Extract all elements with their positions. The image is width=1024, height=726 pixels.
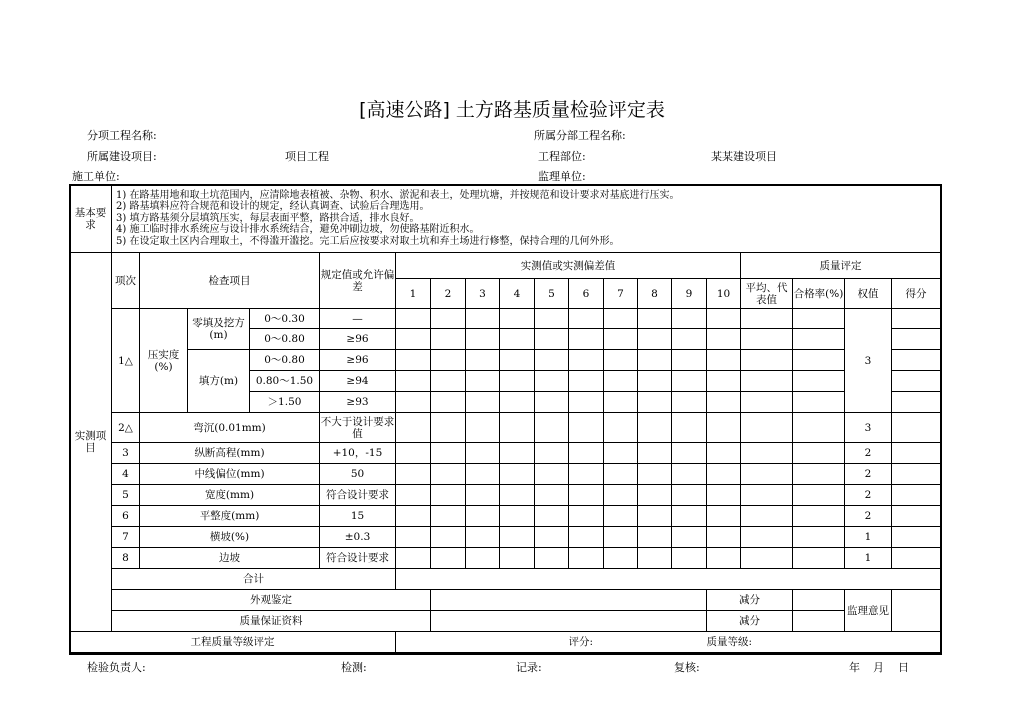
- measured-cell[interactable]: [500, 309, 535, 329]
- total-label: 合计: [112, 569, 396, 590]
- header-col-9: 9: [672, 279, 707, 309]
- measured-cell[interactable]: [431, 527, 466, 548]
- measured-cell[interactable]: [466, 527, 500, 548]
- item-no: 7: [112, 527, 140, 548]
- item-no: 8: [112, 548, 140, 569]
- weight-cell: 2: [845, 485, 892, 506]
- measured-cell[interactable]: [569, 485, 604, 506]
- measured-cell[interactable]: [466, 309, 500, 329]
- measured-cell[interactable]: [672, 309, 707, 329]
- pass-rate-cell[interactable]: [793, 329, 845, 350]
- measured-cell[interactable]: [431, 309, 466, 329]
- measured-cell[interactable]: [500, 506, 535, 527]
- avg-cell[interactable]: [741, 392, 793, 413]
- measured-cell[interactable]: [396, 413, 431, 443]
- item-no: 1△: [112, 309, 140, 413]
- measured-cell[interactable]: [604, 392, 638, 413]
- requirement-item: 5) 在设定取土区内合理取土，不得滥开滥挖。完工后应按要求对取土坑和弃土场进行修整，保持合理的几何外形。: [116, 235, 620, 247]
- weight-cell: 2: [845, 506, 892, 527]
- measured-cell[interactable]: [535, 464, 569, 485]
- measured-cell[interactable]: [500, 329, 535, 350]
- measured-cell[interactable]: [638, 350, 672, 371]
- header-col-7: 7: [604, 279, 638, 309]
- pass-rate-cell[interactable]: [793, 443, 845, 464]
- avg-cell[interactable]: [741, 464, 793, 485]
- item-spec: 符合设计要求: [320, 548, 396, 569]
- item-name: 宽度(mm): [140, 485, 320, 506]
- measured-cell[interactable]: [535, 527, 569, 548]
- grade-row: [70, 632, 941, 653]
- measured-cell[interactable]: [431, 350, 466, 371]
- item-no: 5: [112, 485, 140, 506]
- header-check-item: 检查项目: [140, 253, 320, 309]
- measured-cell[interactable]: [707, 548, 741, 569]
- measured-cell[interactable]: [396, 350, 431, 371]
- item-spec: 50: [320, 464, 396, 485]
- compaction-label: 压实度(%): [140, 309, 188, 413]
- header-pass-rate: 合格率(%): [793, 279, 845, 309]
- year-label: 年: [849, 661, 860, 674]
- table-row: [70, 443, 941, 464]
- measured-cell[interactable]: [707, 350, 741, 371]
- measured-cell[interactable]: [466, 392, 500, 413]
- measured-items-label: 实测项目: [70, 253, 112, 632]
- measured-cell[interactable]: [466, 464, 500, 485]
- avg-cell[interactable]: [741, 485, 793, 506]
- inspection-table: [69, 184, 941, 653]
- measured-cell[interactable]: [500, 464, 535, 485]
- compaction-spec: ≥96: [320, 329, 396, 350]
- measured-cell[interactable]: [500, 443, 535, 464]
- score-cell[interactable]: [892, 548, 941, 569]
- measured-cell[interactable]: [466, 485, 500, 506]
- measured-cell[interactable]: [672, 392, 707, 413]
- measured-cell[interactable]: [535, 443, 569, 464]
- item-spec: 符合设计要求: [320, 485, 396, 506]
- measured-cell[interactable]: [638, 548, 672, 569]
- avg-cell[interactable]: [741, 443, 793, 464]
- measured-cell[interactable]: [672, 371, 707, 392]
- tester-label: 检测:: [341, 661, 367, 674]
- measured-cell[interactable]: [466, 350, 500, 371]
- table-row: [70, 506, 941, 527]
- contractor-label: 施工单位:: [72, 170, 120, 183]
- header-measured: 实测值或实测偏差值: [396, 253, 741, 279]
- compaction-spec: ≥94: [320, 371, 396, 392]
- construction-project-value: 项目工程: [285, 150, 329, 163]
- compaction-spec: ≥96: [320, 350, 396, 371]
- measured-cell[interactable]: [396, 443, 431, 464]
- measured-cell[interactable]: [672, 527, 707, 548]
- measured-cell[interactable]: [535, 506, 569, 527]
- measured-cell[interactable]: [707, 443, 741, 464]
- requirement-item: 1) 在路基用地和取土坑范围内，应清除地表植被、杂物、积水、淤泥和表土，处理坑塘，并按规范和设计要求对基底进行压实。: [116, 189, 680, 201]
- measured-cell[interactable]: [569, 464, 604, 485]
- measured-cell[interactable]: [604, 413, 638, 443]
- item-name: 纵断高程(mm): [140, 443, 320, 464]
- requirement-item: 4) 施工临时排水系统应与设计排水系统结合，避免冲刷边坡，勿使路基附近积水。: [116, 224, 480, 236]
- measured-cell[interactable]: [396, 506, 431, 527]
- measured-cell[interactable]: [396, 548, 431, 569]
- measured-cell[interactable]: [466, 506, 500, 527]
- measured-cell[interactable]: [431, 329, 466, 350]
- avg-cell[interactable]: [741, 371, 793, 392]
- measured-cell[interactable]: [707, 329, 741, 350]
- appearance-deduct-label: 减分: [707, 590, 793, 611]
- measured-cell[interactable]: [535, 485, 569, 506]
- measured-cell[interactable]: [466, 371, 500, 392]
- weight-cell: 1: [845, 548, 892, 569]
- measured-cell[interactable]: [569, 309, 604, 329]
- item-spec: 15: [320, 506, 396, 527]
- item-no: 6: [112, 506, 140, 527]
- avg-cell[interactable]: [741, 506, 793, 527]
- measured-cell[interactable]: [638, 527, 672, 548]
- compaction-group-cut: 零填及挖方(m): [188, 309, 250, 350]
- measured-cell[interactable]: [396, 371, 431, 392]
- measured-cell[interactable]: [535, 350, 569, 371]
- measured-cell[interactable]: [396, 309, 431, 329]
- measured-cell[interactable]: [535, 548, 569, 569]
- measured-cell[interactable]: [431, 485, 466, 506]
- pass-rate-cell[interactable]: [793, 371, 845, 392]
- appearance-row: [70, 590, 941, 611]
- table-row: [70, 464, 941, 485]
- measured-cell[interactable]: [638, 392, 672, 413]
- pass-rate-cell[interactable]: [793, 309, 845, 329]
- supervisor-unit-label: 监理单位:: [538, 170, 586, 183]
- quality-docs-row: [70, 611, 941, 632]
- header-spec: 规定值或允许偏差: [320, 253, 396, 309]
- measured-cell[interactable]: [638, 329, 672, 350]
- measured-cell[interactable]: [431, 392, 466, 413]
- item-spec: ±0.3: [320, 527, 396, 548]
- measured-cell[interactable]: [707, 464, 741, 485]
- avg-cell[interactable]: [741, 413, 793, 443]
- measured-cell[interactable]: [431, 464, 466, 485]
- quality-docs-deduct-value[interactable]: [793, 611, 845, 632]
- pass-rate-cell[interactable]: [793, 350, 845, 371]
- appearance-deduct-value[interactable]: [793, 590, 845, 611]
- weight-cell: 2: [845, 443, 892, 464]
- measured-cell[interactable]: [672, 485, 707, 506]
- measured-cell[interactable]: [707, 413, 741, 443]
- measured-cell[interactable]: [672, 464, 707, 485]
- header-item-no: 项次: [112, 253, 140, 309]
- measured-cell[interactable]: [638, 464, 672, 485]
- table-row: [70, 350, 941, 371]
- measured-cell[interactable]: [604, 329, 638, 350]
- table-row: [70, 485, 941, 506]
- measured-cell[interactable]: [535, 329, 569, 350]
- requirement-item: 2) 路基填料应符合规范和设计的规定，经认真调查、试验后合理选用。: [116, 201, 430, 213]
- total-value[interactable]: [396, 569, 941, 590]
- item-spec: 不大于设计要求值: [320, 413, 396, 443]
- quality-docs-deduct-label: 减分: [707, 611, 793, 632]
- measured-cell[interactable]: [431, 413, 466, 443]
- appearance-label: 外观鉴定: [112, 590, 431, 611]
- measured-cell[interactable]: [604, 443, 638, 464]
- header-score: 得分: [892, 279, 941, 309]
- measured-cell[interactable]: [569, 443, 604, 464]
- measured-cell[interactable]: [396, 329, 431, 350]
- compaction-depth: ＞1.50: [250, 392, 320, 413]
- month-label: 月: [873, 661, 884, 674]
- header-col-8: 8: [638, 279, 672, 309]
- header-weight: 权值: [845, 279, 892, 309]
- table-row: [70, 309, 941, 329]
- weight-cell: 3: [845, 309, 892, 413]
- item-no: 2△: [112, 413, 140, 443]
- header-quality-eval: 质量评定: [741, 253, 941, 279]
- avg-cell[interactable]: [741, 309, 793, 329]
- recorder-label: 记录:: [516, 661, 542, 674]
- table-row: [70, 548, 941, 569]
- measured-cell[interactable]: [638, 485, 672, 506]
- measured-cell[interactable]: [500, 350, 535, 371]
- item-name: 平整度(mm): [140, 506, 320, 527]
- measured-cell[interactable]: [604, 548, 638, 569]
- measured-cell[interactable]: [569, 548, 604, 569]
- score-label: 评分:: [569, 632, 707, 653]
- measured-cell[interactable]: [672, 329, 707, 350]
- measured-cell[interactable]: [500, 413, 535, 443]
- supervisor-opinion-label: 监理意见: [845, 590, 892, 632]
- measured-cell[interactable]: [500, 371, 535, 392]
- measured-cell[interactable]: [638, 309, 672, 329]
- requirement-item: 3) 填方路基须分层填筑压实，每层表面平整，路拱合适，排水良好。: [116, 212, 420, 224]
- score-cell[interactable]: [892, 329, 941, 350]
- header-col-3: 3: [466, 279, 500, 309]
- measured-cell[interactable]: [500, 485, 535, 506]
- quality-level-label: 质量等级:: [707, 632, 941, 653]
- measured-cell[interactable]: [466, 548, 500, 569]
- measured-cell[interactable]: [569, 392, 604, 413]
- compaction-depth: 0～0.80: [250, 329, 320, 350]
- appearance-value[interactable]: [431, 590, 707, 611]
- grade-label: 工程质量等级评定: [70, 632, 396, 653]
- measured-cell[interactable]: [707, 309, 741, 329]
- measured-cell[interactable]: [707, 485, 741, 506]
- header-avg: 平均、代表值: [741, 279, 793, 309]
- measured-cell[interactable]: [466, 329, 500, 350]
- measured-cell[interactable]: [466, 413, 500, 443]
- measured-cell[interactable]: [707, 527, 741, 548]
- measured-cell[interactable]: [638, 506, 672, 527]
- pass-rate-cell[interactable]: [793, 485, 845, 506]
- weight-cell: 2: [845, 464, 892, 485]
- score-cell[interactable]: [892, 506, 941, 527]
- quality-docs-value[interactable]: [431, 611, 707, 632]
- measured-cell[interactable]: [638, 443, 672, 464]
- inspector-label: 检验负责人:: [87, 661, 146, 674]
- basic-requirements-label: 基本要求: [70, 185, 112, 253]
- score-cell[interactable]: [892, 413, 941, 443]
- measured-cell[interactable]: [638, 371, 672, 392]
- construction-project-label: 所属建设项目:: [87, 150, 157, 163]
- score-cell[interactable]: [892, 350, 941, 371]
- item-name: 边坡: [140, 548, 320, 569]
- measured-cell[interactable]: [396, 527, 431, 548]
- avg-cell[interactable]: [741, 548, 793, 569]
- measured-cell[interactable]: [672, 443, 707, 464]
- measured-cell[interactable]: [672, 506, 707, 527]
- table-row: [70, 527, 941, 548]
- measured-cell[interactable]: [604, 527, 638, 548]
- header-col-1: 1: [396, 279, 431, 309]
- compaction-depth: 0～0.30: [250, 309, 320, 329]
- measured-cell[interactable]: [569, 527, 604, 548]
- item-no: 3: [112, 443, 140, 464]
- total-row: [70, 569, 941, 590]
- measured-cell[interactable]: [431, 443, 466, 464]
- sub-project-label: 分项工程名称:: [87, 129, 157, 142]
- measured-cell[interactable]: [431, 548, 466, 569]
- pass-rate-cell[interactable]: [793, 413, 845, 443]
- pass-rate-cell[interactable]: [793, 464, 845, 485]
- quality-docs-label: 质量保证资料: [112, 611, 431, 632]
- measured-cell[interactable]: [604, 350, 638, 371]
- measured-cell[interactable]: [466, 443, 500, 464]
- header-row-1: [70, 253, 941, 279]
- measured-cell[interactable]: [535, 392, 569, 413]
- item-name: 横坡(%): [140, 527, 320, 548]
- table-row: [70, 413, 941, 443]
- compaction-spec: —: [320, 309, 396, 329]
- score-cell[interactable]: [892, 371, 941, 392]
- measured-cell[interactable]: [569, 329, 604, 350]
- compaction-depth: 0.80～1.50: [250, 371, 320, 392]
- header-col-10: 10: [707, 279, 741, 309]
- measured-cell[interactable]: [431, 371, 466, 392]
- pass-rate-cell[interactable]: [793, 392, 845, 413]
- measured-cell[interactable]: [535, 309, 569, 329]
- measured-cell[interactable]: [569, 506, 604, 527]
- score-cell[interactable]: [892, 443, 941, 464]
- pass-rate-cell[interactable]: [793, 548, 845, 569]
- item-spec: +10，-15: [320, 443, 396, 464]
- measured-cell[interactable]: [396, 464, 431, 485]
- measured-cell[interactable]: [672, 413, 707, 443]
- item-no: 4: [112, 464, 140, 485]
- day-label: 日: [898, 661, 909, 674]
- supervisor-opinion-value[interactable]: [892, 590, 941, 632]
- measured-cell[interactable]: [500, 527, 535, 548]
- score-cell[interactable]: [892, 485, 941, 506]
- avg-cell[interactable]: [741, 329, 793, 350]
- reviewer-label: 复核:: [674, 661, 700, 674]
- compaction-depth: 0～0.80: [250, 350, 320, 371]
- measured-cell[interactable]: [638, 413, 672, 443]
- score-cell[interactable]: [892, 392, 941, 413]
- measured-cell[interactable]: [500, 392, 535, 413]
- measured-cell[interactable]: [500, 548, 535, 569]
- compaction-group-fill: 填方(m): [188, 350, 250, 413]
- avg-cell[interactable]: [741, 527, 793, 548]
- page-title: [高速公路] 土方路基质量检验评定表: [359, 99, 665, 121]
- location-label: 工程部位:: [538, 150, 586, 163]
- measured-cell[interactable]: [535, 371, 569, 392]
- measured-cell[interactable]: [707, 392, 741, 413]
- measured-cell[interactable]: [707, 371, 741, 392]
- parent-project-label: 所属分部工程名称:: [534, 129, 626, 142]
- score-cell[interactable]: [892, 464, 941, 485]
- measured-cell[interactable]: [672, 350, 707, 371]
- measured-cell[interactable]: [604, 464, 638, 485]
- pass-rate-cell[interactable]: [793, 527, 845, 548]
- score-cell[interactable]: [892, 527, 941, 548]
- item-name: 中线偏位(mm): [140, 464, 320, 485]
- location-value: 某某建设项目: [711, 150, 777, 163]
- basic-requirements-row: [70, 185, 941, 253]
- measured-cell[interactable]: [431, 506, 466, 527]
- measured-cell[interactable]: [604, 371, 638, 392]
- weight-cell: 3: [845, 413, 892, 443]
- measured-cell[interactable]: [535, 413, 569, 443]
- measured-cell[interactable]: [396, 485, 431, 506]
- measured-cell[interactable]: [604, 309, 638, 329]
- measured-cell[interactable]: [569, 350, 604, 371]
- header-col-5: 5: [535, 279, 569, 309]
- score-cell[interactable]: [892, 309, 941, 329]
- basic-requirements-text: [112, 185, 941, 253]
- header-col-6: 6: [569, 279, 604, 309]
- header-col-4: 4: [500, 279, 535, 309]
- compaction-spec: ≥93: [320, 392, 396, 413]
- measured-cell[interactable]: [569, 413, 604, 443]
- measured-cell[interactable]: [672, 548, 707, 569]
- grade-blank: [396, 632, 569, 653]
- header-col-2: 2: [431, 279, 466, 309]
- pass-rate-cell[interactable]: [793, 506, 845, 527]
- measured-cell[interactable]: [396, 392, 431, 413]
- avg-cell[interactable]: [741, 350, 793, 371]
- weight-cell: 1: [845, 527, 892, 548]
- measured-cell[interactable]: [604, 506, 638, 527]
- measured-cell[interactable]: [604, 485, 638, 506]
- item-name: 弯沉(0.01mm): [140, 413, 320, 443]
- measured-cell[interactable]: [707, 506, 741, 527]
- measured-cell[interactable]: [569, 371, 604, 392]
